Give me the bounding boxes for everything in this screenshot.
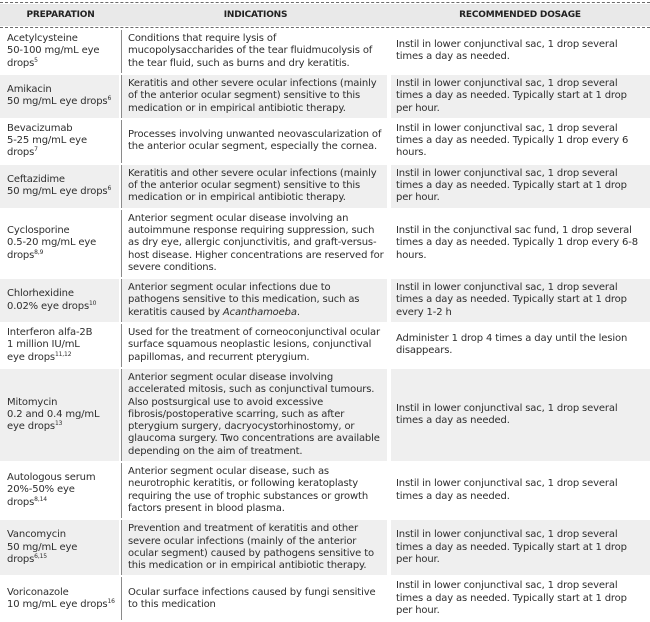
preparation-cell — [0, 210, 119, 277]
reference-superscript: 7 — [34, 146, 38, 154]
dosage-text: Instil in lower conjunctival sac, 1 drop several times a day as needed. Typically 1 drop every 6 hours. — [396, 122, 629, 159]
header-dashed-rule — [0, 27, 650, 28]
indications-cell — [121, 30, 387, 73]
table-body — [0, 30, 650, 622]
table-row — [0, 463, 650, 518]
indications-cell — [121, 279, 387, 322]
preparation-concentration: 0.2 and 0.4 mg/mL — [7, 408, 100, 420]
dosage-cell — [391, 369, 650, 461]
preparation-name: Acetylcysteine — [7, 33, 78, 44]
dosage-cell — [391, 120, 650, 163]
header-indications: INDICATIONS — [223, 10, 288, 20]
indications-text: Used for the treatment of corneoconjunctival ocular surface squamous neoplastic lesions, conjunctival papillomas, and recurrent pterygium. — [128, 327, 380, 363]
preparation-cell — [0, 120, 119, 163]
indications-text: Keratitis and other severe ocular infections (mainly of the anterior ocular segment) sensitive to this medication or in empirical antibiotic therapy. — [128, 167, 377, 204]
indications-cell — [121, 120, 387, 163]
dosage-text: Instil in lower conjunctival sac, 1 drop several times a day as needed. — [396, 402, 618, 426]
reference-superscript: 16 — [107, 597, 115, 605]
dosage-text: Instil in lower conjunctival sac, 1 drop several times a day as needed. — [396, 478, 618, 502]
indications-text: Processes involving unwanted neovascularization of the anterior ocular segment, especially the cornea. — [128, 129, 382, 153]
indications-cell — [121, 577, 387, 620]
indications-text: Ocular surface infections caused by fungi sensitive to this medication — [128, 586, 376, 610]
preparation-concentration: 0.02% eye drops$^{10}$ — [7, 299, 97, 312]
table-row — [0, 30, 650, 73]
dosage-cell — [391, 279, 650, 322]
preparation-concentration: 5-25 mg/mL eye drops$^7$ — [7, 135, 87, 159]
preparation-cell — [0, 369, 119, 461]
dosage-cell — [391, 577, 650, 620]
dosage-cell — [391, 165, 650, 208]
preparation-cell — [0, 75, 119, 118]
preparation-name: Amikacin — [7, 84, 52, 96]
preparation-concentration: 50 mg/mL eye drops$^6$ — [7, 185, 112, 198]
indications-cell — [121, 75, 387, 118]
table-row — [0, 324, 650, 367]
preparation-concentration-line2: eye drops$^{11,12}$ — [7, 350, 72, 363]
preparation-name: Interferon alfa-2B — [7, 327, 93, 339]
dosage-cell — [391, 463, 650, 518]
preparation-concentration: 10 mg/mL eye drops$^{16}$ — [7, 597, 115, 610]
preparation-name: Ceftazidime — [7, 173, 65, 185]
dosage-text: Instil in lower conjunctival sac, 1 drop several times a day as needed. Typically start at 1 drop per hour. — [396, 580, 627, 616]
preparation-concentration: 1 million IU/mL — [7, 339, 80, 351]
reference-superscript: 6 — [107, 95, 112, 103]
preparation-name: Cyclosporine — [7, 224, 70, 236]
dosage-text: Instil in lower conjunctival sac, 1 drop several times a day as needed. — [396, 39, 618, 63]
indications-fragment: Anterior segment ocular infections due to pathogens sensitive to this medication, such as keratitis caused by — [128, 282, 360, 318]
table-row — [0, 75, 650, 118]
preparation-text — [7, 529, 116, 566]
dosage-text: Instil in lower conjunctival sac, 1 drop several times a day as needed. Typically start at 1 drop every 1-2 h — [396, 282, 627, 318]
indications-text — [128, 282, 384, 319]
preparation-concentration: 20%-50% eye drops$^{8,14}$ — [7, 484, 75, 508]
dosage-text: Instil in lower conjunctival sac, 1 drop several times a day as needed. Typically start at 1 drop per hour. — [396, 529, 627, 565]
indications-fragment: . — [296, 306, 300, 318]
preparation-cell — [0, 520, 119, 575]
table-row — [0, 577, 650, 620]
preparation-name: Vancomycin — [7, 529, 66, 541]
preparation-cell — [0, 463, 119, 518]
preparation-text — [7, 84, 111, 109]
table-row — [0, 279, 650, 322]
dosage-text: Instil in lower conjunctival sac, 1 drop several times a day as needed. Typically start at 1 drop per hour. — [396, 167, 627, 204]
preparation-name: Voriconazole — [7, 586, 69, 598]
table-row — [0, 165, 650, 208]
reference-superscript: 6,15 — [34, 552, 47, 560]
dosage-cell — [391, 75, 650, 118]
preparation-concentration: 0.5-20 mg/mL eye drops$^{8,9}$ — [7, 237, 97, 261]
dosage-text: Instil in the conjunctival sac fund, 1 drop several times a day as needed. Typically 1 drop every 6-8 hours. — [396, 224, 638, 261]
header-preparation: PREPARATION — [26, 10, 95, 20]
preparation-cell — [0, 324, 119, 367]
dosage-cell — [391, 30, 650, 73]
preparation-name: Mitomycin — [7, 396, 58, 408]
indications-cell — [121, 165, 387, 208]
reference-superscript: 13 — [54, 420, 63, 428]
reference-superscript: 11,12 — [54, 350, 72, 358]
reference-superscript: 6 — [107, 185, 112, 193]
preparation-text — [7, 174, 111, 199]
dosage-cell — [391, 520, 650, 575]
top-dashed-rule — [0, 2, 650, 3]
indications-text: Prevention and treatment of keratitis and other severe ocular infections (mainly of the anterior ocular segment) caused by pathogens sensitive to this medication or in empirical antibiotic therapy. — [128, 523, 374, 572]
indications-cell — [121, 463, 387, 518]
preparation-concentration: 50-100 mg/mL eye drops$^5$ — [7, 45, 100, 69]
indications-text: Anterior segment ocular disease, such as neurotrophic keratitis, or following keratoplasty requiring the use of trophic substances or growth factors present in blood plasma. — [128, 466, 369, 514]
indications-text: Anterior segment ocular disease involving accelerated mitosis, such as conjunctival tumours. Also postsurgical use to avoid excessive fibrosis/postoperative scarring, such as after pterygium surgery, dacryocystorhinostomy, or glaucoma surgery. Two concentrations are available depending on the aim of treatment. — [128, 371, 380, 457]
preparation-text — [7, 472, 116, 509]
indications-cell — [121, 324, 387, 367]
table-row — [0, 369, 650, 461]
preparation-concentration: 50 mg/mL eye drops$^6$ — [7, 95, 112, 108]
preparation-text — [7, 288, 96, 313]
preparation-name: Chlorhexidine — [7, 288, 74, 300]
reference-superscript: 8,14 — [34, 495, 47, 503]
indications-cell — [121, 520, 387, 575]
preparation-concentration: 50 mg/mL eye drops$^{6,15}$ — [7, 541, 78, 565]
preparation-cell — [0, 165, 119, 208]
reference-superscript: 10 — [89, 299, 97, 307]
preparation-text — [7, 123, 116, 160]
preparation-text — [7, 397, 99, 434]
indications-cell — [121, 210, 387, 277]
preparation-cell — [0, 30, 119, 73]
table-row — [0, 120, 650, 163]
preparation-cell — [0, 279, 119, 322]
reference-superscript: 5 — [34, 56, 38, 64]
organism-name: Acanthamoeba — [222, 306, 297, 318]
indications-text: Conditions that require lysis of mucopolysaccharides of the tear fluidmucolysis of the tear fluid, such as burns and dry keratitis. — [128, 33, 373, 69]
dosage-cell — [391, 324, 650, 367]
preparation-text — [7, 327, 92, 364]
table-row — [0, 520, 650, 575]
preparation-cell — [0, 577, 119, 620]
indications-cell — [121, 369, 387, 461]
dosage-cell — [391, 210, 650, 277]
dosage-text: Administer 1 drop 4 times a day until the lesion disappears. — [396, 333, 628, 357]
preparation-text — [7, 33, 116, 70]
table-row — [0, 210, 650, 277]
preparation-name: Bevacizumab — [7, 122, 73, 134]
preparation-text — [7, 225, 116, 262]
indications-text: Keratitis and other severe ocular infections (mainly of the anterior ocular segment) sensitive to this medication or in empirical antibiotic therapy. — [128, 77, 377, 114]
preparation-concentration-line2: eye drops$^{13}$ — [7, 420, 63, 433]
reference-superscript: 8,9 — [34, 248, 44, 256]
table-header — [0, 4, 650, 26]
preparation-name: Autologous serum — [7, 472, 96, 484]
preparation-text — [7, 587, 115, 612]
header-recommended-dosage: RECOMMENDED DOSAGE — [459, 10, 581, 20]
dosage-text: Instil in lower conjunctival sac, 1 drop several times a day as needed. Typically start at 1 drop per hour. — [396, 77, 627, 114]
indications-text: Anterior segment ocular disease involving an autoimmune response requiring suppression, such as dry eye, allergic conjunctivitis, and graft-versus-host disease. Higher concentrations are reserved for severe conditions. — [128, 212, 384, 273]
